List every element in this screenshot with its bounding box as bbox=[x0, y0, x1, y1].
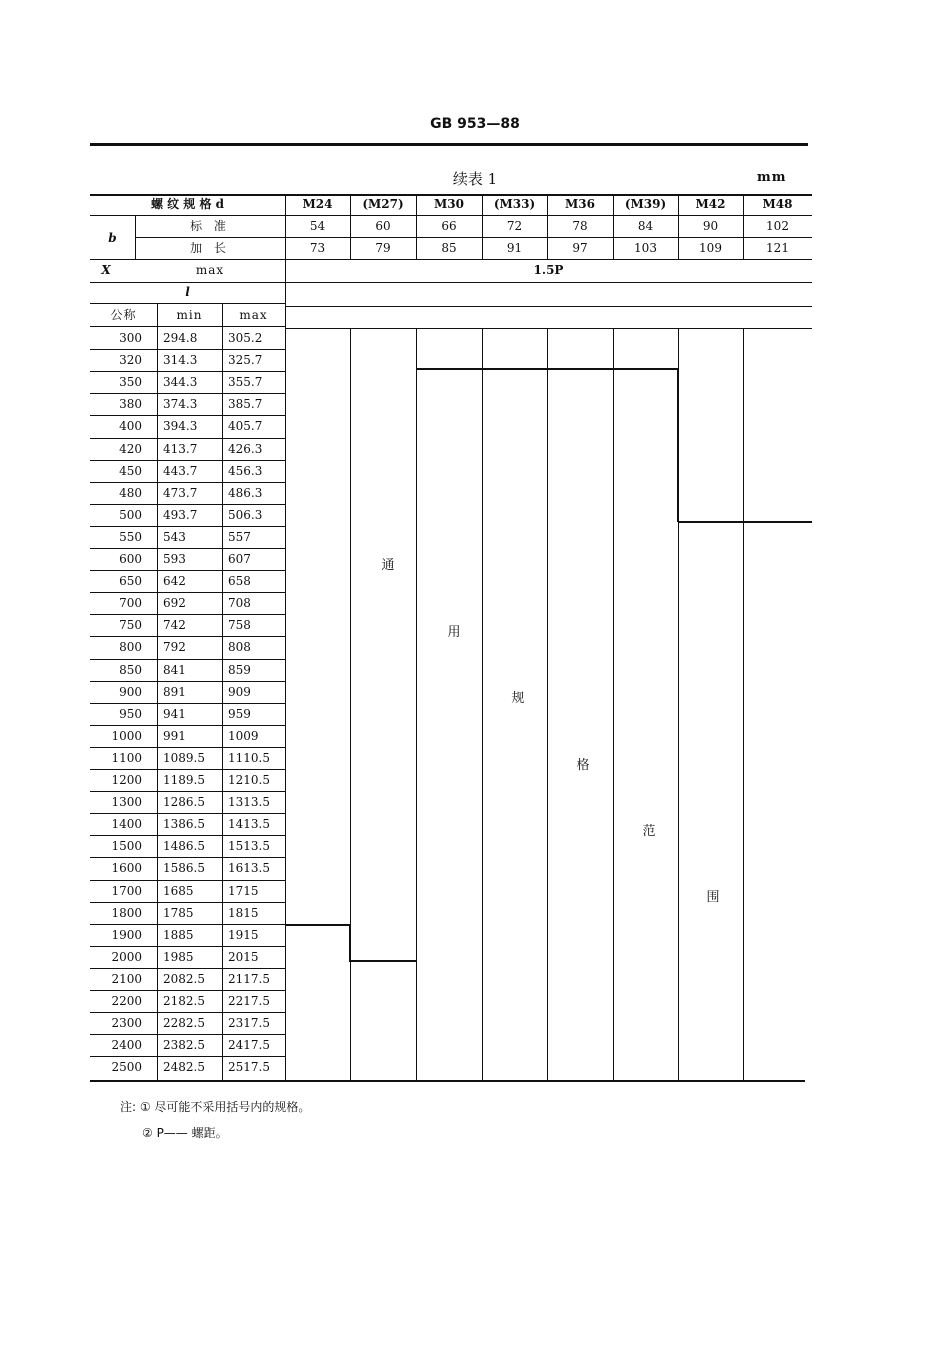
col-divider bbox=[743, 196, 744, 259]
l-label: l bbox=[185, 285, 190, 299]
col-divider bbox=[157, 303, 158, 1080]
l-data-cell: 800 bbox=[119, 640, 142, 655]
row-divider bbox=[285, 328, 812, 329]
thread-spec-cell: M48 bbox=[762, 197, 793, 211]
l-data-cell: 493.7 bbox=[163, 507, 198, 522]
row-divider bbox=[90, 835, 285, 836]
l-data-cell: 909 bbox=[228, 684, 251, 699]
l-data-cell: 1110.5 bbox=[228, 750, 270, 765]
l-data-cell: 607 bbox=[228, 552, 251, 566]
l-data-cell: 1386.5 bbox=[163, 817, 205, 832]
range-note-char: 规 bbox=[511, 691, 525, 706]
l-data-cell: 550 bbox=[119, 529, 142, 544]
l-data-cell: 2217.5 bbox=[228, 994, 270, 1008]
col-divider bbox=[482, 328, 483, 1080]
l-data-cell: 2400 bbox=[111, 1038, 142, 1053]
l-data-cell: 557 bbox=[228, 529, 251, 544]
col-divider bbox=[222, 303, 223, 1080]
l-data-cell: 600 bbox=[119, 552, 142, 566]
l-data-cell: 808 bbox=[228, 640, 251, 655]
l-data-cell: 900 bbox=[119, 684, 142, 699]
table-caption: 续表 1 bbox=[452, 170, 498, 188]
l-data-cell: 1685 bbox=[163, 883, 194, 898]
thread-spec-label: 螺 纹 规 格 d bbox=[150, 197, 225, 211]
l-data-cell: 2482.5 bbox=[163, 1060, 205, 1075]
l-data-cell: 300 bbox=[119, 331, 142, 345]
row-divider bbox=[90, 725, 285, 726]
row-divider bbox=[90, 371, 285, 372]
row-divider bbox=[90, 1034, 285, 1035]
l-data-cell: 658 bbox=[228, 574, 251, 589]
range-note-char: 用 bbox=[447, 625, 461, 640]
l-data-cell: 742 bbox=[163, 618, 186, 633]
l-data-cell: 941 bbox=[163, 706, 186, 721]
l-data-cell: 891 bbox=[163, 684, 186, 699]
thread-spec-cell: (M39) bbox=[624, 197, 667, 211]
l-data-cell: 2000 bbox=[111, 949, 142, 964]
l-data-cell: 1613.5 bbox=[228, 861, 270, 876]
row-divider bbox=[90, 769, 285, 770]
l-data-cell: 1915 bbox=[228, 927, 259, 942]
l-data-cell: 2182.5 bbox=[163, 994, 205, 1008]
b-value-cell: 90 bbox=[702, 219, 719, 233]
thread-spec-cell: (M33) bbox=[493, 197, 536, 211]
row-divider bbox=[90, 946, 285, 947]
l-data-cell: 385.7 bbox=[228, 397, 263, 412]
range-boundary-bottom-m27 bbox=[350, 960, 416, 962]
thread-spec-cell: M36 bbox=[565, 197, 595, 211]
col-divider bbox=[482, 196, 483, 259]
b-value-cell: 66 bbox=[441, 219, 457, 233]
l-data-cell: 500 bbox=[119, 507, 142, 522]
l-data-cell: 2300 bbox=[111, 1016, 142, 1031]
thread-spec-cell: (M27) bbox=[362, 197, 404, 211]
b-label: b bbox=[108, 231, 117, 245]
b-value-cell: 54 bbox=[309, 219, 326, 233]
l-data-cell: 325.7 bbox=[228, 353, 263, 368]
b-value-cell: 109 bbox=[699, 241, 722, 255]
note-1: 注: ① 尽可能不采用括号内的规格。 bbox=[120, 1100, 311, 1114]
l-data-cell: 1089.5 bbox=[163, 750, 205, 765]
l-data-cell: 350 bbox=[119, 375, 142, 390]
l-data-cell: 692 bbox=[163, 596, 186, 611]
table-top-rule bbox=[90, 194, 812, 196]
l-data-cell: 543 bbox=[163, 529, 186, 544]
l-data-cell: 1715 bbox=[228, 883, 259, 898]
l-data-cell: 456.3 bbox=[228, 463, 263, 478]
col-divider bbox=[350, 196, 351, 259]
l-data-cell: 708 bbox=[228, 596, 251, 611]
row-divider bbox=[90, 636, 285, 637]
table-unit: mm bbox=[757, 170, 787, 185]
range-note-char: 范 bbox=[642, 824, 656, 839]
l-data-cell: 1009 bbox=[228, 728, 259, 743]
col-divider bbox=[135, 215, 136, 259]
l-data-cell: 1313.5 bbox=[228, 795, 270, 810]
l-data-cell: 1200 bbox=[111, 773, 142, 787]
l-data-cell: 355.7 bbox=[228, 375, 263, 390]
l-data-cell: 394.3 bbox=[163, 419, 198, 434]
row-divider bbox=[90, 1056, 285, 1057]
row-divider bbox=[90, 482, 285, 483]
header-rule bbox=[90, 143, 808, 146]
l-data-cell: 486.3 bbox=[228, 485, 263, 500]
row-divider bbox=[90, 548, 285, 549]
l-data-cell: 750 bbox=[119, 618, 142, 633]
range-boundary-top-m48 bbox=[678, 521, 812, 523]
l-data-cell: 413.7 bbox=[163, 441, 198, 456]
l-header-cell: min bbox=[176, 308, 203, 322]
range-boundary-bottom-m24 bbox=[285, 924, 350, 926]
row-divider bbox=[90, 349, 285, 350]
document-header: GB 953—88 bbox=[430, 116, 520, 132]
b-value-cell: 60 bbox=[375, 219, 391, 233]
l-data-cell: 1985 bbox=[163, 949, 194, 964]
l-data-cell: 314.3 bbox=[163, 353, 198, 368]
row-divider bbox=[90, 857, 285, 858]
row-divider bbox=[90, 438, 285, 439]
l-data-cell: 1210.5 bbox=[228, 773, 270, 787]
l-data-cell: 2317.5 bbox=[228, 1016, 270, 1031]
l-data-cell: 2282.5 bbox=[163, 1016, 205, 1031]
b-value-cell: 102 bbox=[766, 219, 789, 233]
l-data-cell: 2500 bbox=[111, 1060, 142, 1075]
b-value-cell: 121 bbox=[766, 241, 789, 255]
b-row-label: 加 长 bbox=[190, 241, 230, 255]
l-data-cell: 420 bbox=[119, 441, 142, 456]
row-divider bbox=[90, 1012, 285, 1013]
row-divider bbox=[90, 813, 285, 814]
l-data-cell: 1815 bbox=[228, 905, 259, 920]
l-data-cell: 593 bbox=[163, 552, 186, 566]
row-divider bbox=[90, 924, 285, 925]
col-divider bbox=[285, 196, 286, 1080]
l-data-cell: 1400 bbox=[111, 817, 142, 832]
l-data-cell: 443.7 bbox=[163, 463, 198, 478]
l-data-cell: 320 bbox=[119, 353, 142, 368]
l-data-cell: 650 bbox=[119, 574, 142, 589]
col-divider bbox=[613, 196, 614, 259]
thread-spec-cell: M30 bbox=[434, 197, 464, 211]
row-divider bbox=[90, 614, 285, 615]
l-data-cell: 1413.5 bbox=[228, 817, 270, 832]
l-data-cell: 2117.5 bbox=[228, 971, 270, 986]
col-divider bbox=[743, 328, 744, 1080]
row-divider bbox=[285, 306, 812, 307]
l-data-cell: 305.2 bbox=[228, 331, 263, 345]
b-value-cell: 78 bbox=[572, 219, 588, 233]
l-data-cell: 700 bbox=[119, 596, 142, 611]
l-data-cell: 1600 bbox=[111, 861, 142, 876]
l-data-cell: 1900 bbox=[111, 927, 142, 942]
row-divider bbox=[90, 415, 285, 416]
col-divider bbox=[613, 328, 614, 1080]
row-divider bbox=[90, 703, 285, 704]
l-data-cell: 426.3 bbox=[228, 441, 263, 456]
l-data-cell: 294.8 bbox=[163, 331, 198, 345]
l-data-cell: 344.3 bbox=[163, 375, 198, 390]
row-divider bbox=[135, 237, 812, 238]
row-divider bbox=[90, 326, 285, 327]
x-label: X bbox=[101, 263, 111, 277]
row-divider bbox=[90, 902, 285, 903]
l-data-cell: 506.3 bbox=[228, 507, 263, 522]
l-data-cell: 1513.5 bbox=[228, 839, 270, 854]
l-data-cell: 2082.5 bbox=[163, 971, 205, 986]
l-header-cell: max bbox=[239, 308, 268, 322]
row-divider bbox=[90, 303, 285, 304]
b-value-cell: 103 bbox=[634, 241, 657, 255]
row-divider bbox=[90, 791, 285, 792]
row-divider bbox=[90, 215, 812, 216]
thread-spec-cell: M42 bbox=[695, 197, 726, 211]
l-data-cell: 2417.5 bbox=[228, 1038, 270, 1053]
row-divider bbox=[90, 747, 285, 748]
x-sub-label: max bbox=[195, 263, 225, 277]
range-note-char: 围 bbox=[706, 890, 720, 905]
l-data-cell: 405.7 bbox=[228, 419, 263, 434]
l-data-cell: 1486.5 bbox=[163, 839, 205, 854]
col-divider bbox=[416, 328, 417, 1080]
col-divider bbox=[547, 328, 548, 1080]
row-divider bbox=[90, 259, 812, 260]
l-data-cell: 1885 bbox=[163, 927, 194, 942]
l-data-cell: 1800 bbox=[111, 905, 142, 920]
l-data-cell: 473.7 bbox=[163, 485, 198, 500]
l-data-cell: 2200 bbox=[111, 994, 142, 1008]
row-divider bbox=[90, 880, 285, 881]
l-data-cell: 1785 bbox=[163, 905, 194, 920]
row-divider bbox=[90, 393, 285, 394]
row-divider bbox=[90, 659, 285, 660]
l-data-cell: 1189.5 bbox=[163, 773, 205, 787]
b-value-cell: 73 bbox=[309, 241, 326, 255]
b-value-cell: 85 bbox=[441, 241, 457, 255]
thread-spec-cell: M24 bbox=[302, 197, 333, 211]
col-divider bbox=[547, 196, 548, 259]
range-boundary-step bbox=[349, 924, 351, 962]
l-data-cell: 841 bbox=[163, 662, 186, 677]
row-divider bbox=[90, 681, 285, 682]
l-data-cell: 1100 bbox=[111, 750, 142, 765]
l-data-cell: 991 bbox=[163, 728, 186, 743]
l-data-cell: 2015 bbox=[228, 949, 259, 964]
col-divider bbox=[350, 328, 351, 1080]
range-boundary-step bbox=[677, 368, 679, 522]
l-data-cell: 1500 bbox=[111, 839, 142, 854]
row-divider bbox=[90, 282, 812, 283]
row-divider bbox=[90, 526, 285, 527]
l-data-cell: 1700 bbox=[111, 883, 142, 898]
table-bottom-rule bbox=[90, 1080, 805, 1082]
x-value: 1.5P bbox=[533, 263, 564, 277]
l-data-cell: 642 bbox=[163, 574, 186, 589]
row-divider bbox=[90, 460, 285, 461]
col-divider bbox=[678, 196, 679, 259]
b-row-label: 标 准 bbox=[190, 219, 230, 233]
l-header-cell: 公称 bbox=[110, 308, 137, 322]
b-value-cell: 97 bbox=[572, 241, 588, 255]
b-value-cell: 84 bbox=[637, 219, 654, 233]
l-data-cell: 2517.5 bbox=[228, 1060, 270, 1075]
l-data-cell: 959 bbox=[228, 706, 251, 721]
range-boundary-top bbox=[416, 368, 678, 370]
range-note-char: 通 bbox=[381, 558, 395, 573]
col-divider bbox=[416, 196, 417, 259]
l-data-cell: 450 bbox=[119, 463, 142, 478]
l-data-cell: 1286.5 bbox=[163, 795, 205, 810]
l-data-cell: 950 bbox=[119, 706, 142, 721]
row-divider bbox=[90, 504, 285, 505]
l-data-cell: 374.3 bbox=[163, 397, 198, 412]
l-data-cell: 1300 bbox=[111, 795, 142, 810]
l-data-cell: 1586.5 bbox=[163, 861, 205, 876]
range-note-char: 格 bbox=[576, 758, 590, 773]
l-data-cell: 480 bbox=[119, 485, 142, 500]
l-data-cell: 1000 bbox=[111, 728, 142, 743]
b-value-cell: 79 bbox=[375, 241, 391, 255]
row-divider bbox=[90, 592, 285, 593]
l-data-cell: 850 bbox=[119, 662, 142, 677]
l-data-cell: 2100 bbox=[111, 971, 142, 986]
row-divider bbox=[90, 570, 285, 571]
note-2: ② P—— 螺距。 bbox=[142, 1126, 228, 1140]
l-data-cell: 859 bbox=[228, 662, 251, 677]
row-divider bbox=[90, 968, 285, 969]
l-data-cell: 758 bbox=[228, 618, 251, 633]
l-data-cell: 2382.5 bbox=[163, 1038, 205, 1053]
b-value-cell: 91 bbox=[506, 241, 523, 255]
l-data-cell: 400 bbox=[119, 419, 142, 434]
b-value-cell: 72 bbox=[506, 219, 523, 233]
l-data-cell: 380 bbox=[119, 397, 142, 412]
row-divider bbox=[90, 990, 285, 991]
l-data-cell: 792 bbox=[163, 640, 186, 655]
